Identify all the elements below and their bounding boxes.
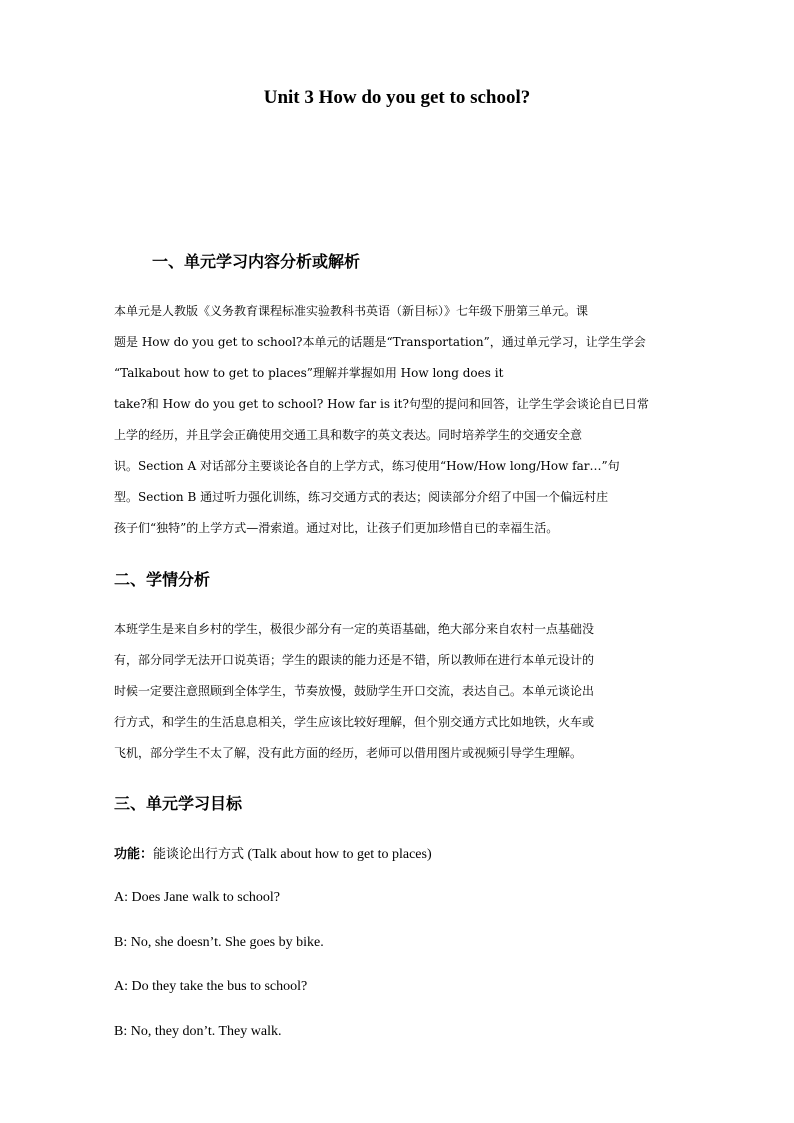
learner-analysis-paragraph <box>114 614 680 769</box>
paragraph-line: 有，部分同学无法开口说英语；学生的跟读的能力还是不错，所以教师在进行本单元设计的 <box>114 653 595 667</box>
section-heading-content-analysis: 一、单元学习内容分析或解析 <box>152 252 361 271</box>
paragraph-line: 题是 How do you get to school?本单元的话题是“Transportation”，通过单元学习，让学生学会 <box>114 335 646 349</box>
paragraph-line: 型。Section B 通过听力强化训练，练习交通方式的表达；阅读部分介绍了中国一个偏远村庄 <box>114 490 609 504</box>
function-line <box>114 845 432 865</box>
paragraph-line: 时候一定要注意照顾到全体学生，节奏放慢，鼓励学生开口交流，表达自己。本单元谈论出 <box>114 684 595 698</box>
document-title: Unit 3 How do you get to school? <box>263 87 531 108</box>
content-analysis-paragraph <box>114 296 680 544</box>
paragraph-line: 本班学生是来自乡村的学生，极很少部分有一定的英语基础，绝大部分来自农村一点基础没 <box>114 622 595 636</box>
paragraph-line: 飞机，部分学生不太了解，没有此方面的经历，老师可以借用图片或视频引导学生理解。 <box>114 746 583 760</box>
dialogue-line: B: No, they don’t. They walk. <box>114 1024 282 1039</box>
function-description-cn: 能谈论出行方式 <box>153 847 245 862</box>
paragraph-line: 行方式，和学生的生活息息相关，学生应该比较好理解，但个别交通方式比如地铁，火车或 <box>114 715 595 729</box>
paragraph-line: take?和 How do you get to school? How far is it?句型的提问和回答，让学生学会谈论自已日常 <box>114 397 649 411</box>
dialogue-line: A: Does Jane walk to school? <box>114 890 281 905</box>
paragraph-line: 上学的经历，并且学会正确使用交通工具和数字的英文表达。同时培养学生的交通安全意 <box>114 428 583 442</box>
function-label: 功能： <box>114 847 154 862</box>
dialogue-line: A: Do they take the bus to school? <box>114 979 308 994</box>
paragraph-line: “Talkabout how to get to places”理解并掌握如用 How long does it <box>114 366 504 380</box>
dialogue-line: B: No, she doesn’t. She goes by bike. <box>114 935 324 950</box>
paragraph-line: 本单元是人教版《义务教育课程标准实验教科书英语（新目标）》七年级下册第三单元。课 <box>114 304 589 318</box>
section-heading-learner-analysis: 二、学情分析 <box>114 570 211 589</box>
function-description-en: (Talk about how to get to places) <box>244 847 432 862</box>
paragraph-line: 孩子们“独特”的上学方式—滑索道。通过对比，让孩子们更加珍惜自已的幸福生活。 <box>114 521 559 535</box>
section-heading-learning-goals: 三、单元学习目标 <box>114 794 243 813</box>
paragraph-line: 识。Section A 对话部分主要谈论各自的上学方式，练习使用“How/How long/How far…”句 <box>114 459 620 473</box>
